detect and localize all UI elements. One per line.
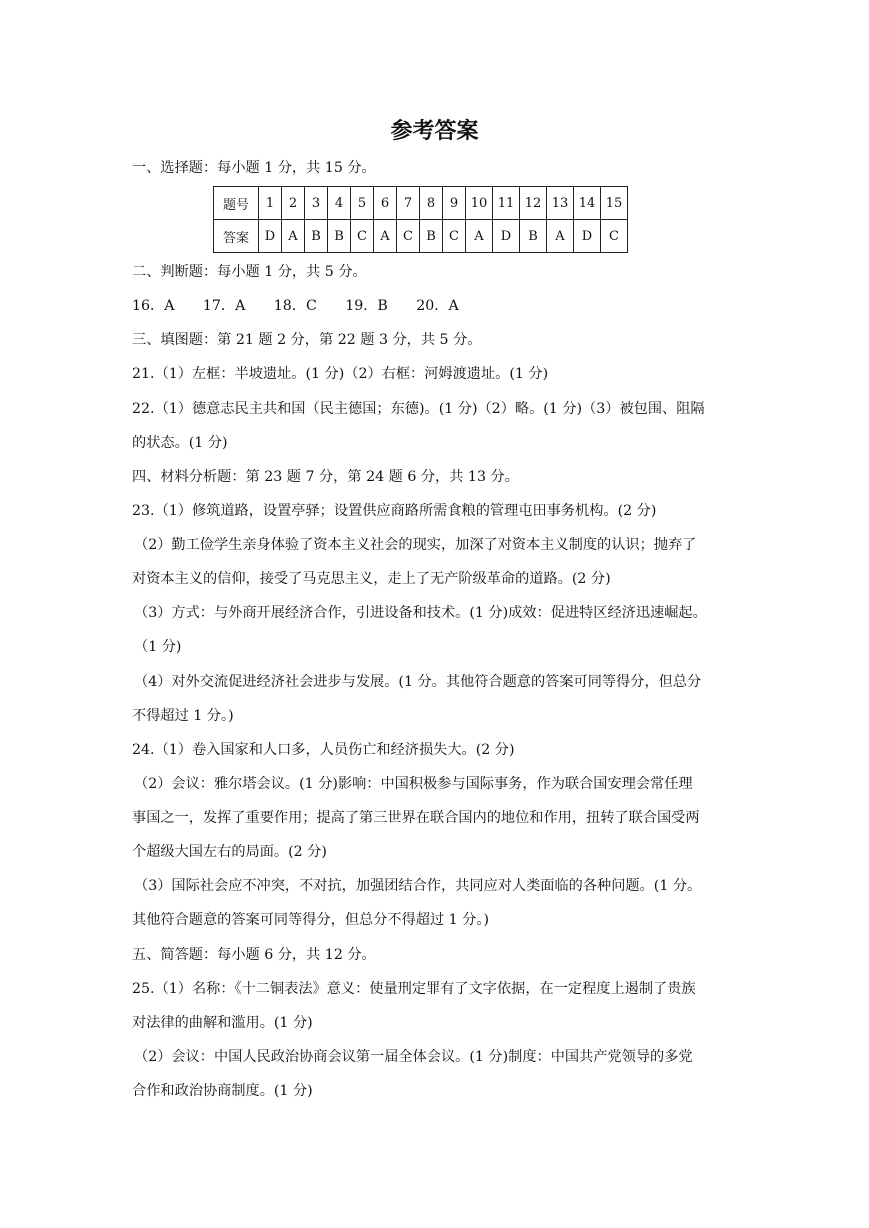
answer-line: 21.（1）左框：半坡遗址。(1 分)（2）右框：河姆渡遗址。(1 分)	[132, 366, 549, 382]
answer-cell: B	[520, 220, 547, 253]
answer-cell: D	[493, 220, 520, 253]
answer-line: 对资本主义的信仰，接受了马克思主义，走上了无产阶级革命的道路。(2 分)	[132, 571, 611, 587]
answer-cell: B	[328, 220, 351, 253]
answer-line: 合作和政治协商制度。(1 分)	[132, 1083, 313, 1099]
question-number: 2	[282, 187, 305, 220]
question-number: 8	[420, 187, 443, 220]
row-label: 答案	[214, 220, 259, 253]
answer-cell: A	[547, 220, 574, 253]
answer-cell: A	[374, 220, 397, 253]
answer-line: 23.（1）修筑道路，设置亭驿；设置供应商路所需食粮的管理屯田事务机构。(2 分)	[132, 503, 657, 519]
answer-line: 事国之一，发挥了重要作用；提高了第三世界在联合国内的地位和作用，扭转了联合国受两	[132, 810, 700, 826]
answer-cell: D	[574, 220, 601, 253]
answer-cell: D	[259, 220, 282, 253]
row-label: 题号	[214, 187, 259, 220]
answer-line: （4）对外交流促进经济社会进步与发展。(1 分。其他符合题意的答案可同等得分，但总分	[134, 674, 702, 690]
answer-line: （3）方式：与外商开展经济合作，引进设备和技术。(1 分)成效：促进特区经济迅速崛起。	[134, 605, 707, 621]
answer-cell: C	[601, 220, 628, 253]
answer-cell: B	[305, 220, 328, 253]
page-title: 参考答案	[390, 119, 479, 144]
answer-cell: C	[443, 220, 466, 253]
question-number: 5	[351, 187, 374, 220]
judgement-answers: 16．A 17．A 18．C 19．B 20．A	[132, 298, 459, 314]
answer-cell: A	[282, 220, 305, 253]
question-number-row	[214, 187, 628, 220]
question-number: 3	[305, 187, 328, 220]
question-number: 1	[259, 187, 282, 220]
answer-cell: A	[466, 220, 493, 253]
answer-line: 个超级大国左右的局面。(2 分)	[132, 844, 327, 860]
question-number: 14	[574, 187, 601, 220]
answer-cell: C	[351, 220, 374, 253]
answer-cell: B	[420, 220, 443, 253]
question-number: 6	[374, 187, 397, 220]
answer-line: （1 分)	[134, 639, 182, 655]
answer-line: （2）会议：雅尔塔会议。(1 分)影响：中国积极参与国际事务，作为联合国安理会常任理	[134, 776, 693, 792]
section-heading-judgement: 二、判断题：每小题 1 分，共 5 分。	[132, 264, 367, 280]
question-number: 7	[397, 187, 420, 220]
section-heading-choice: 一、选择题：每小题 1 分，共 15 分。	[132, 160, 376, 176]
question-number: 10	[466, 187, 493, 220]
question-number: 13	[547, 187, 574, 220]
question-number: 12	[520, 187, 547, 220]
answer-line: 其他符合题意的答案可同等得分，但总分不得超过 1 分。)	[132, 912, 489, 928]
answer-line: （2）会议：中国人民政治协商会议第一届全体会议。(1 分)制度：中国共产党领导的多党	[134, 1049, 693, 1065]
answer-line: （3）国际社会应不冲突，不对抗，加强团结合作，共同应对人类面临的各种问题。(1 分。	[134, 878, 702, 894]
question-number: 11	[493, 187, 520, 220]
section-heading-material: 四、材料分析题：第 23 题 7 分，第 24 题 6 分，共 13 分。	[132, 469, 519, 485]
section-heading-short-answer: 五、简答题：每小题 6 分，共 12 分。	[132, 947, 376, 963]
answer-line: 25.（1）名称：《十二铜表法》意义：使量刑定罪有了文字依据，在一定程度上遏制了贵族	[132, 981, 696, 997]
section-heading-map: 三、填图题：第 21 题 2 分，第 22 题 3 分，共 5 分。	[132, 332, 482, 348]
question-number: 15	[601, 187, 628, 220]
answer-line: （2）勤工俭学生亲身体验了资本主义社会的现实，加深了对资本主义制度的认识；抛弃了	[134, 537, 697, 553]
question-number: 9	[443, 187, 466, 220]
answer-line: 24.（1）卷入国家和人口多，人员伤亡和经济损失大。(2 分)	[132, 742, 515, 758]
answer-table	[213, 186, 628, 253]
answer-line: 对法律的曲解和滥用。(1 分)	[132, 1015, 313, 1031]
answer-cell: C	[397, 220, 420, 253]
answer-row	[214, 220, 628, 253]
question-number: 4	[328, 187, 351, 220]
answer-line: 的状态。(1 分)	[132, 435, 228, 451]
answer-line: 22.（1）德意志民主共和国（民主德国；东德)。(1 分)（2）略。(1 分)（3）被包围、阻隔	[132, 401, 705, 417]
answer-line: 不得超过 1 分。)	[132, 708, 234, 724]
